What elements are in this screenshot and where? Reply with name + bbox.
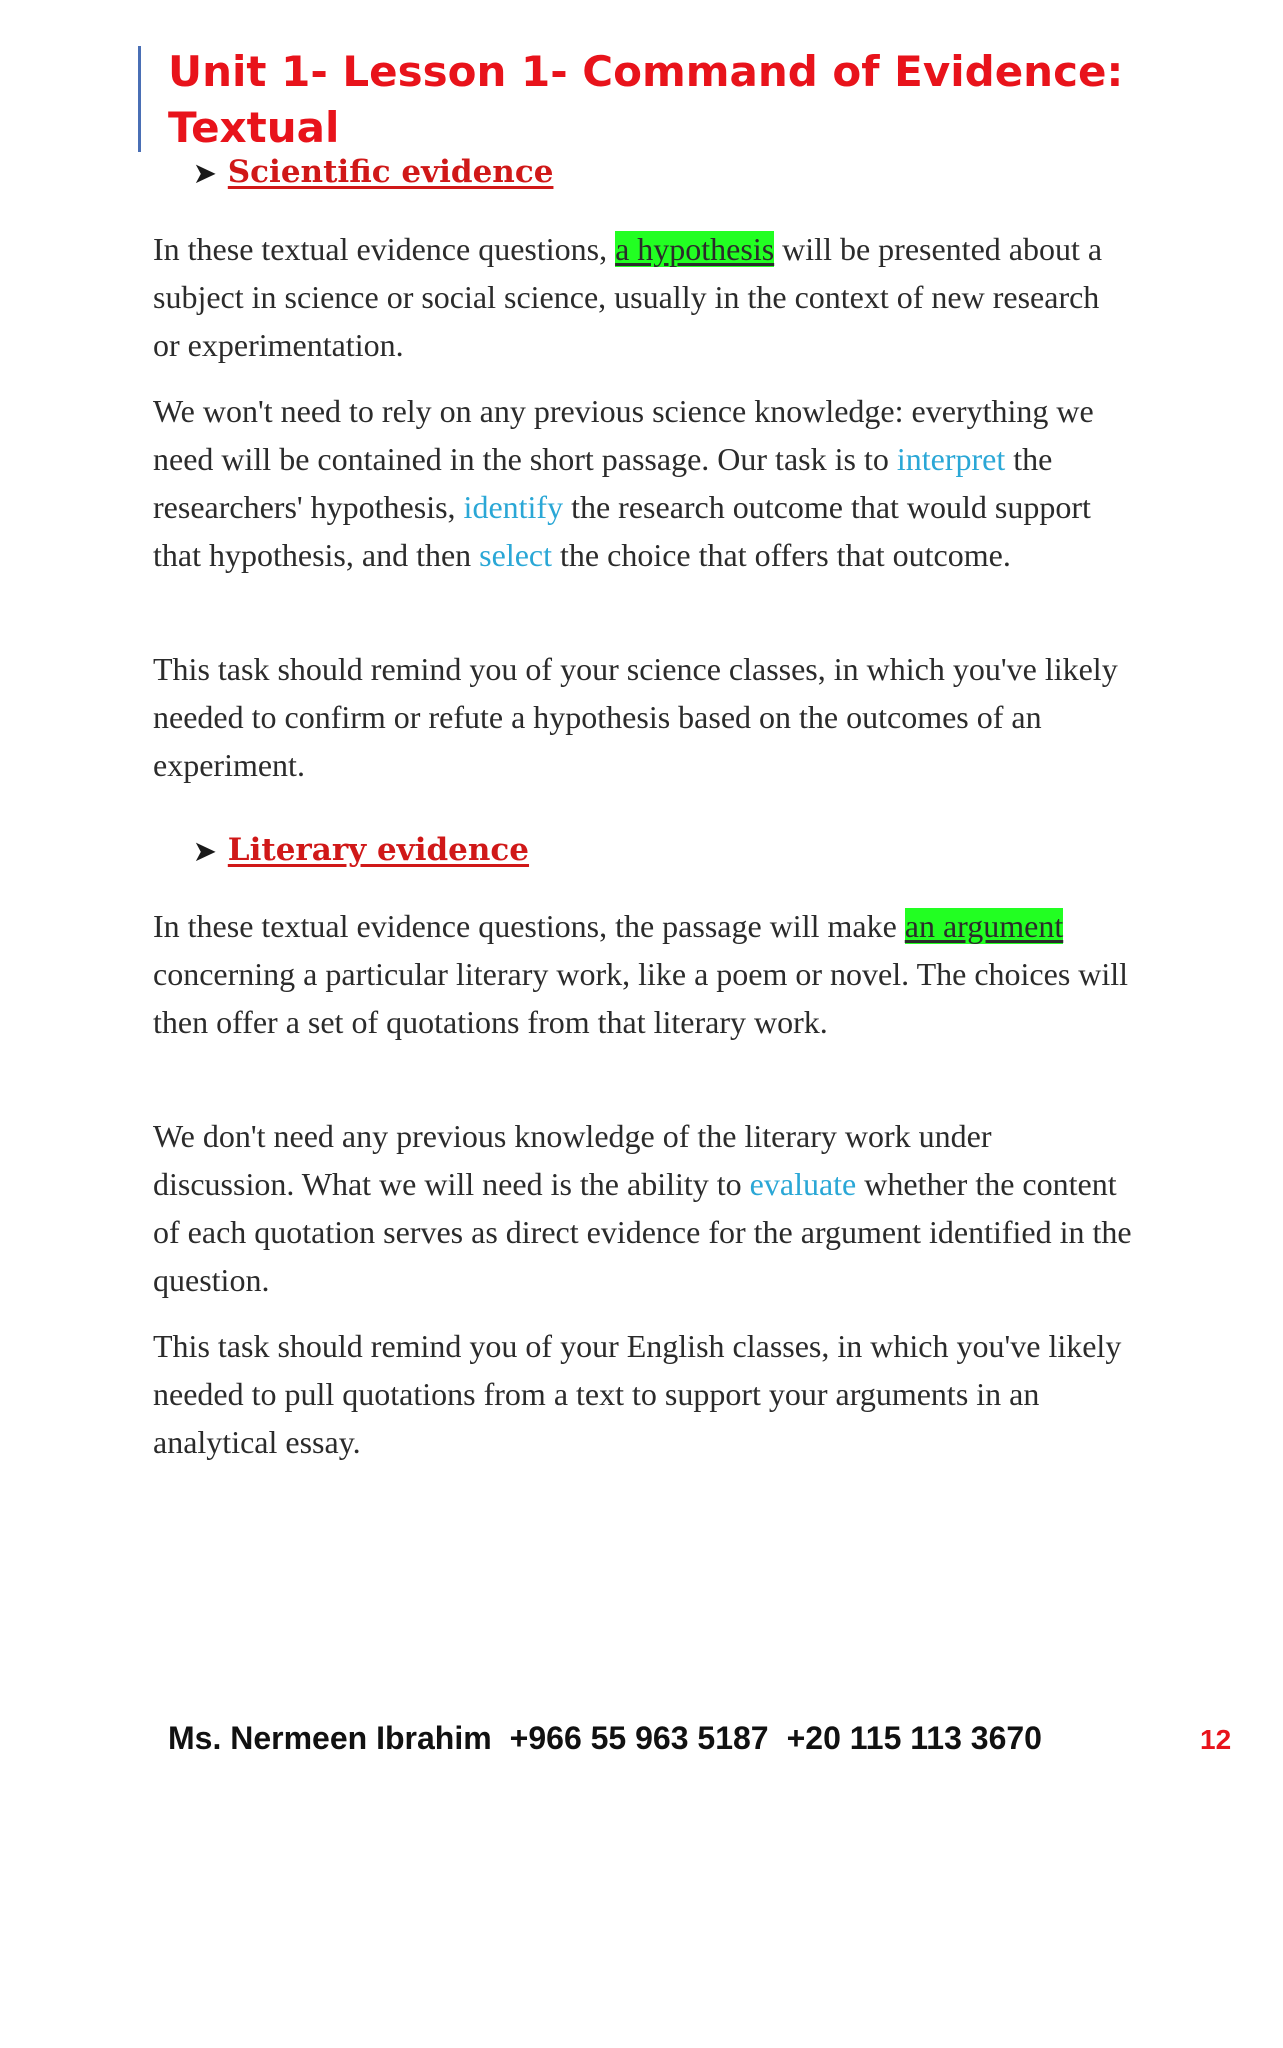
literary-paragraph-3: This task should remind you of your English classes, in which you've likely needed to pull quotations from a text to support your arguments in an analytical essay.: [153, 1328, 1122, 1460]
text-run: will be presented about a subject in science or social science, usually in the context of new research or experimentation.: [153, 231, 1103, 363]
scientific-paragraph-3: This task should remind you of your science classes, in which you've likely needed to confirm or refute a hypothesis based on the outcomes of an experiment.: [153, 651, 1118, 783]
section-heading-scientific: [194, 152, 553, 194]
arrow-bullet-icon: ➤: [194, 159, 216, 189]
section-heading-literary: [194, 830, 529, 872]
text-run: In these textual evidence questions,: [153, 231, 616, 267]
text-run: We don't need any previous knowledge of the literary work under discussion. What we will need is the ability to: [153, 1118, 992, 1202]
text-run: concerning a particular literary work, like a poem or novel. The choices will then offer a set of quotations from that literary work.: [153, 956, 1129, 1040]
keyword-select: select: [479, 537, 553, 573]
keyword-evaluate: evaluate: [749, 1166, 857, 1202]
highlighted-term: an argument: [904, 908, 1064, 944]
text-run: In these textual evidence questions, the passage will make: [153, 908, 905, 944]
text-run: the researchers' hypothesis,: [153, 441, 1053, 525]
literary-paragraph-1: [153, 902, 1133, 1046]
arrow-bullet-icon: ➤: [194, 837, 216, 867]
page-title: Unit 1- Lesson 1- Command of Evidence: Textual: [168, 47, 1124, 152]
text-run: the choice that offers that outcome.: [552, 537, 1011, 573]
phone-number-1: +966 55 963 5187: [509, 1720, 769, 1756]
phone-number-2: +20 115 113 3670: [786, 1720, 1042, 1756]
keyword-interpret: interpret: [896, 441, 1006, 477]
section-heading-label: Scientific evidence: [227, 154, 554, 190]
section-heading-label: Literary evidence: [227, 832, 530, 868]
scientific-paragraph-2: [153, 387, 1133, 579]
text-run: the research outcome that would support that hypothesis, and then: [153, 489, 1091, 573]
literary-paragraph-2: [153, 1112, 1133, 1304]
title-accent-bar: [138, 46, 141, 152]
text-run: We won't need to rely on any previous science knowledge: everything we need will be contained in the short passage. Our task is to: [153, 393, 1094, 477]
text-run: whether the content of each quotation serves as direct evidence for the argument identified in the question.: [153, 1166, 1132, 1298]
footer-contact: [168, 1718, 1060, 1758]
highlighted-term: a hypothesis: [615, 231, 775, 267]
scientific-paragraph-1: [153, 225, 1133, 369]
keyword-identify: identify: [463, 489, 564, 525]
page-number: 12: [1200, 1724, 1232, 1755]
author-name: Ms. Nermeen Ibrahim: [168, 1720, 492, 1756]
